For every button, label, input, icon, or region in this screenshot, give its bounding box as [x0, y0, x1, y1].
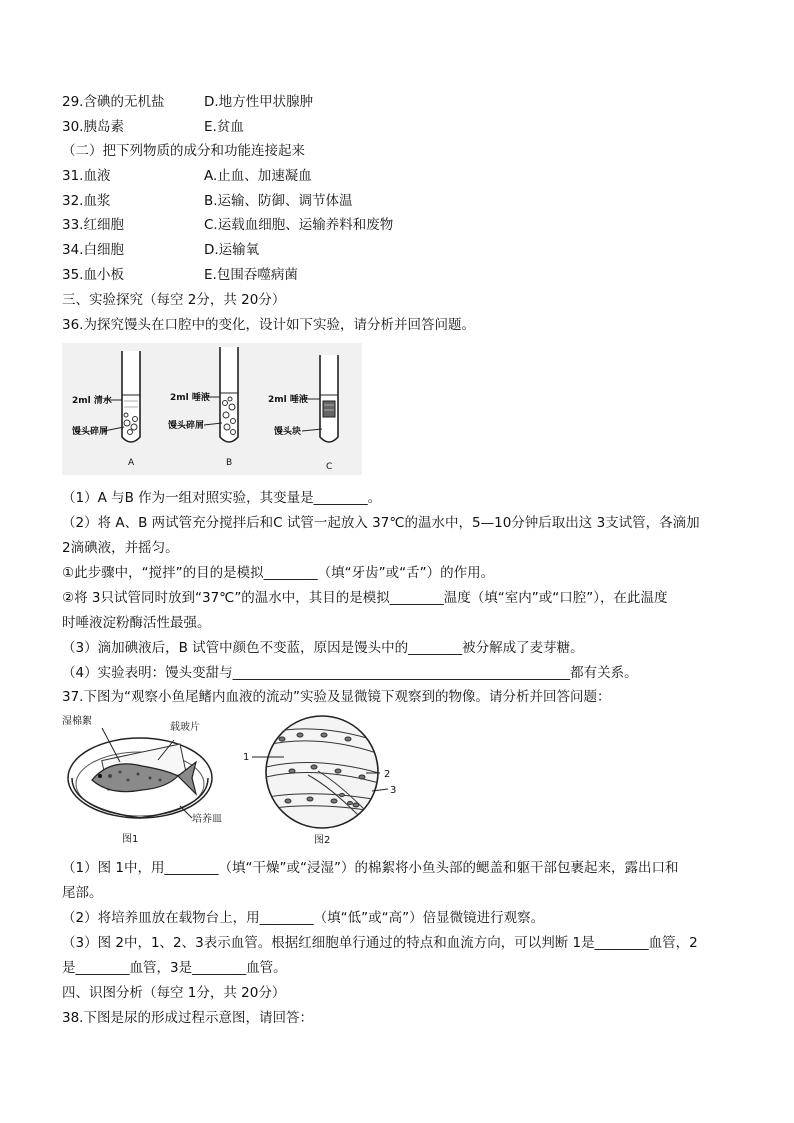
match-item: 32.血浆 [62, 193, 111, 209]
section-4-title: 四、识图分析（每空 1分，共 20分） [62, 985, 286, 1001]
figure-2-microscope-view [238, 715, 408, 848]
q36-stem: 36.为探究馒头在口腔中的变化，设计如下实验，请分析并回答问题。 [62, 317, 475, 333]
match-row-33 [62, 216, 394, 234]
q36-step2-line2: 时唾液淀粉酶活性最强。 [62, 615, 211, 631]
match-option: C.运载血细胞、运输养料和废物 [204, 217, 394, 233]
match-option: D.运输氧 [204, 242, 260, 258]
q36-part1: （1）A 与B 作为一组对照实验，其变量是________。 [62, 490, 382, 506]
vessel-label-1: 1 [243, 752, 250, 763]
tube-a-top-label: 2ml 清水 [72, 396, 112, 406]
match-item: 29.含碘的无机盐 [62, 94, 165, 110]
match-row-31 [62, 167, 312, 185]
label-slide: 载玻片 [170, 722, 200, 733]
q36-step1: ①此步骤中，“搅拌”的目的是模拟________（填“牙齿”或“舌”）的作用。 [62, 565, 495, 581]
q36-part4: （4）实验表明：馒头变甜与__________________________________________________都有关系。 [62, 665, 638, 681]
figure-1-caption: 图1 [122, 834, 139, 845]
match-item: 34.白细胞 [62, 242, 124, 258]
figure-2-caption: 图2 [314, 835, 331, 846]
section-2-title: （二）把下列物质的成分和功能连接起来 [62, 143, 305, 159]
match-item: 30.胰岛素 [62, 119, 124, 135]
label-petri-dish: 培养皿 [192, 814, 222, 825]
match-item: 31.血液 [62, 168, 111, 184]
tube-b-top-label: 2ml 唾液 [170, 393, 210, 403]
label-wet-cotton: 湿棉絮 [62, 716, 92, 727]
match-option: E.贫血 [204, 119, 244, 135]
match-row-32 [62, 192, 353, 210]
q37-part1-line2: 尾部。 [62, 885, 103, 901]
match-row-35 [62, 266, 298, 284]
match-item: 35.血小板 [62, 267, 124, 283]
q37-stem: 37.下图为“观察小鱼尾鳍内血液的流动”实验及显微镜下观察到的物像。请分析并回答问题： [62, 689, 611, 705]
figure-1-fish-dish [62, 710, 242, 848]
match-row-29 [62, 93, 314, 111]
match-option: D.地方性甲状腺肿 [204, 94, 314, 110]
tube-c-top-label: 2ml 唾液 [268, 395, 308, 405]
tube-c-bottom-label: 馒头块 [274, 427, 302, 437]
q37-part1-line1: （1）图 1中，用________（填“干燥”或“浸湿”）的棉絮将小鱼头部的鳃盖和躯干部包裹起来，露出口和 [62, 860, 679, 876]
match-option: E.包围吞噬病菌 [204, 267, 298, 283]
match-row-30 [62, 118, 244, 136]
tube-b-bottom-label: 馒头碎屑 [168, 421, 205, 431]
q37-part3-line2: 是________血管，3是________血管。 [62, 960, 287, 976]
section-3-title: 三、实验探究（每空 2分，共 20分） [62, 292, 286, 308]
match-row-34 [62, 241, 260, 259]
q36-step2-line1: ②将 3只试管同时放到“37℃”的温水中，其目的是模拟________温度（填“室内”或“口腔”），在此温度 [62, 590, 668, 606]
vessel-label-2: 2 [384, 769, 391, 780]
vessel-label-3: 3 [390, 785, 397, 796]
tube-c-letter: C [326, 462, 333, 472]
q36-part2-line1: （2）将 A、B 两试管充分搅拌后和C 试管一起放入 37℃的温水中，5—10分钟后取出这 3支试管，各滴加 [62, 515, 700, 531]
q38-stem: 38.下图是尿的形成过程示意图，请回答： [62, 1010, 313, 1026]
match-option: A.止血、加速凝血 [204, 168, 312, 184]
tube-b-letter: B [226, 458, 233, 468]
q36-part3: （3）滴加碘液后，B 试管中颜色不变蓝，原因是馒头中的________被分解成了麦芽糖。 [62, 640, 584, 656]
tube-a-bottom-label: 馒头碎屑 [72, 427, 109, 437]
q37-part3-line1: （3）图 2中，1、2、3表示血管。根据红细胞单行通过的特点和血流方向，可以判断 1是________血管，2 [62, 935, 698, 951]
test-tube-figure [62, 343, 362, 475]
q37-part2: （2）将培养皿放在载物台上，用________（填“低”或“高”）倍显微镜进行观察。 [62, 910, 545, 926]
match-option: B.运输、防御、调节体温 [204, 193, 353, 209]
match-item: 33.红细胞 [62, 217, 124, 233]
tube-a-letter: A [128, 458, 135, 468]
q36-part2-line2: 2滴碘液，并摇匀。 [62, 540, 179, 556]
